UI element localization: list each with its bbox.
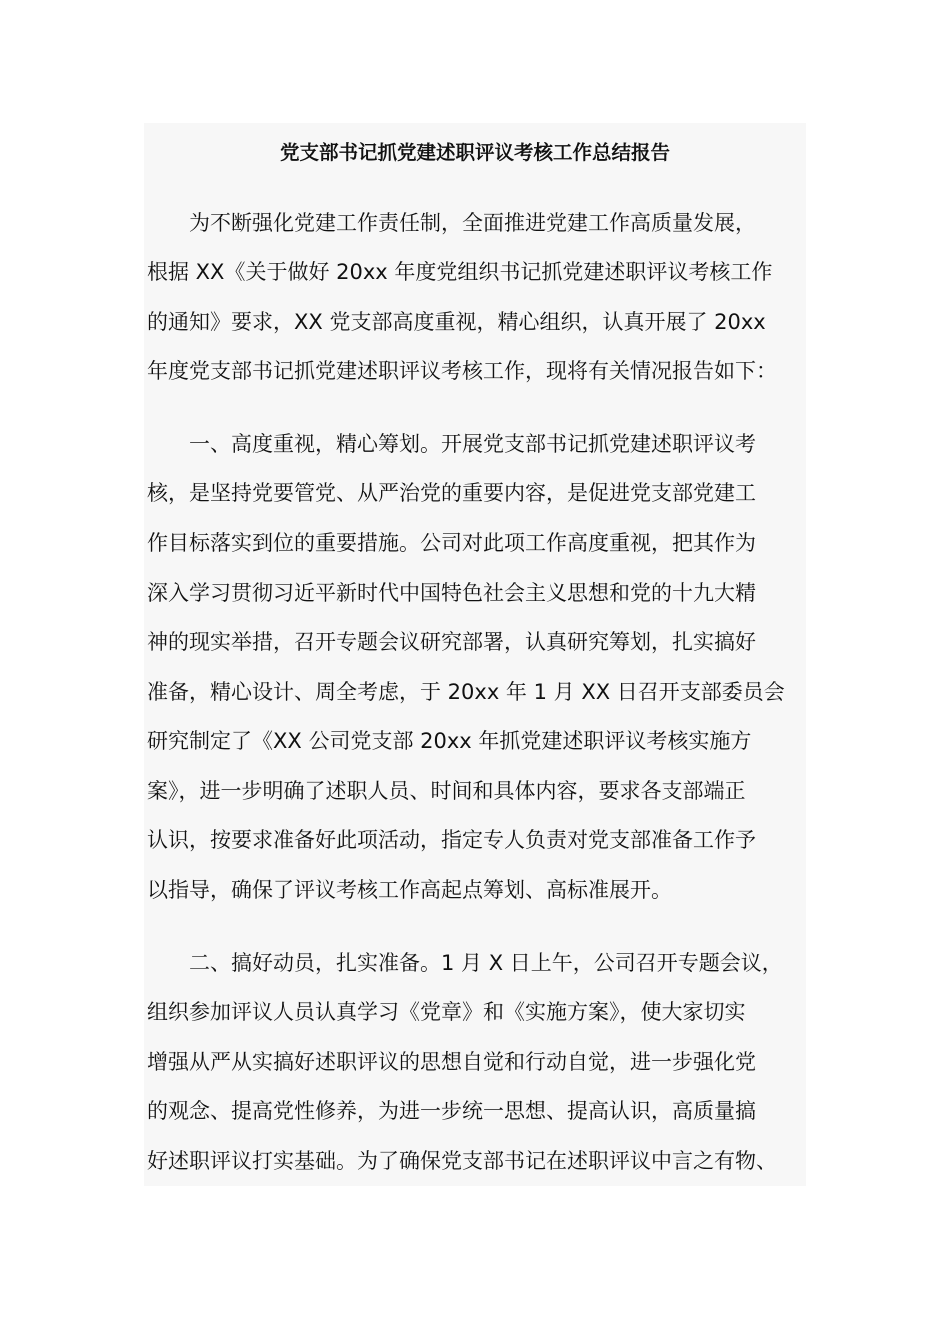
paragraph-1-line-2: 根据 XX《关于做好 20xx 年度党组织书记抓党建述职评议考核工作 (147, 260, 773, 284)
paragraph-3-line-4: 的观念、提高党性修养，为进一步统一思想、提高认识，高质量搞 (147, 1099, 756, 1123)
paragraph-2-line-7: 研究制定了《XX 公司党支部 20xx 年抓党建述职评议考核实施方 (147, 729, 752, 753)
paragraph-2-line-6: 准备，精心设计、周全考虑，于 20xx 年 1 月 XX 日召开支部委员会 (147, 680, 785, 704)
paragraph-2-line-4: 深入学习贯彻习近平新时代中国特色社会主义思想和党的十九大精 (147, 581, 756, 605)
paragraph-2-line-10: 以指导，确保了评议考核工作高起点筹划、高标准展开。 (147, 878, 672, 902)
paragraph-1-line-1: 为不断强化党建工作责任制，全面推进党建工作高质量发展， (189, 211, 756, 235)
paragraph-3-line-5: 好述职评议打实基础。为了确保党支部书记在述职评议中言之有物、 (147, 1149, 777, 1173)
paragraph-3-line-3: 增强从严从实搞好述职评议的思想自觉和行动自觉，进一步强化党 (147, 1050, 756, 1074)
paragraph-2-line-3: 作目标落实到位的重要措施。公司对此项工作高度重视，把其作为 (147, 531, 756, 555)
paragraph-3-line-2: 组织参加评议人员认真学习《党章》和《实施方案》，使大家切实 (147, 1000, 746, 1024)
paragraph-2-line-1: 一、高度重视，精心筹划。开展党支部书记抓党建述职评议考 (189, 432, 756, 456)
paragraph-1-line-3: 的通知》要求，XX 党支部高度重视，精心组织，认真开展了 20xx (147, 310, 766, 334)
paragraph-3-line-1: 二、搞好动员，扎实准备。1 月 X 日上午，公司召开专题会议， (189, 951, 783, 975)
paragraph-2-line-8: 案》，进一步明确了述职人员、时间和具体内容，要求各支部端正 (147, 779, 746, 803)
paragraph-2-line-2: 核，是坚持党要管党、从严治党的重要内容，是促进党支部党建工 (147, 481, 756, 505)
paragraph-1-line-4: 年度党支部书记抓党建述职评议考核工作，现将有关情况报告如下： (147, 359, 777, 383)
paragraph-2-line-9: 认识，按要求准备好此项活动，指定专人负责对党支部准备工作予 (147, 828, 756, 852)
document-title: 党支部书记抓党建述职评议考核工作总结报告 (279, 141, 670, 164)
paragraph-2-line-5: 神的现实举措，召开专题会议研究部署，认真研究筹划，扎实搞好 (147, 630, 756, 654)
